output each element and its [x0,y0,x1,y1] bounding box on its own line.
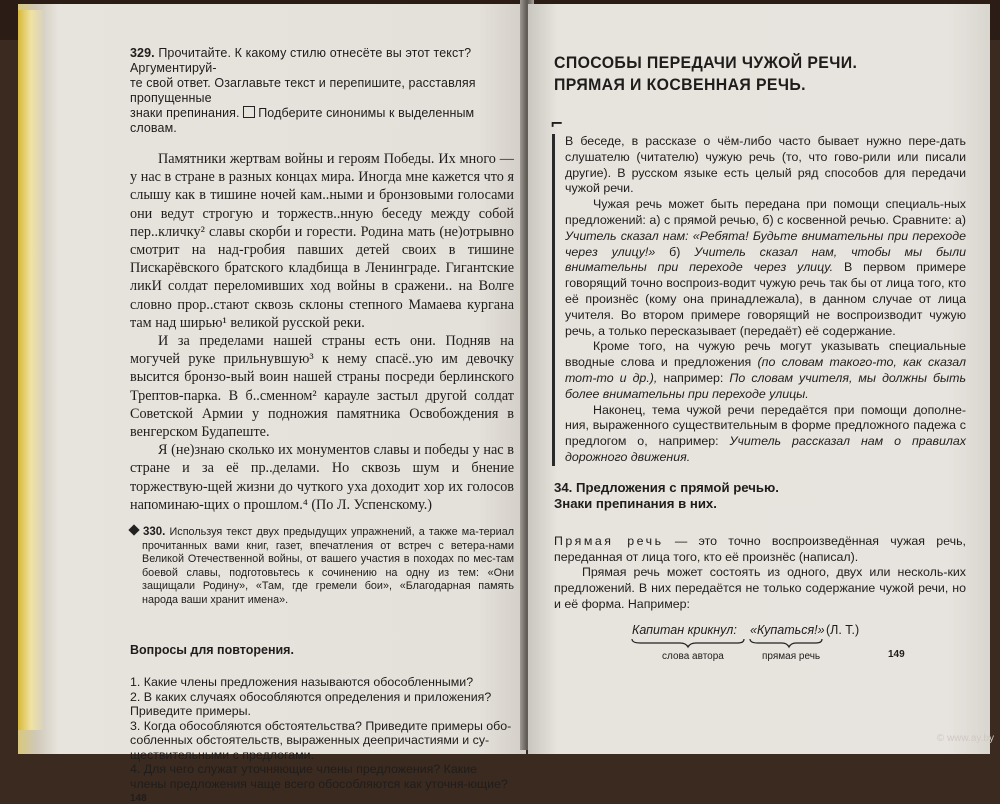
example-source: (Л. Т.) [826,622,860,637]
exercise-330: 330. Используя текст двух предыдущих упражнений, а также ма-териал прочитанных вами книг, газет, впечатления от встреч с ветера-нами Великой Отечественной войны, от вашего участия в походах по мес-там боевой славы, подготовьтесь к сочинению на одну из тем: «Они защищали Родину», «Там, где гремели бои», «Благодарная память народа ваши хранит имена». [130,526,514,607]
label-author-words: слова автора [662,650,724,662]
list-item: 3. Когда обособляются обстоятельства? Приведите примеры обо-собленных обстоятельств, выраженных деепричастиями и су-ществительными с предлогами. [130,718,512,762]
paragraph: Наконец, тема чужой речи передаётся при помощи дополне-ния, выраженного существительным в форме предложного падежа с предлогом о, например: Учитель рассказал нам о правилах дорожного движения. [565,402,966,464]
list-item: 1. Какие члены предложения называются обособленными? [130,675,474,690]
example-direct-speech: «Купаться!» [750,622,825,637]
left-page [18,4,526,804]
page-number-right: 149 [888,648,905,660]
watermark: © www.ay.by [936,733,994,744]
paragraph: Прямая речь может состоять из одного, двух или несколь-ких предложений. В них передаётся не только содержание чужой речи, но и её форма. Например: [554,565,966,611]
example-author-words: Капитан крикнул: [632,622,737,637]
exercise-329-instruction: 329. Прочитайте. К какому стилю отнесёте вы этот текст? Аргументируй- те свой ответ. Озаглавьте текст и перепишите, расставляя пропущенные знаки препинания. Подберите синонимы к выделенным словам. [130,46,476,135]
paragraph: В беседе, в рассказе о чём-либо часто бывает нужно пере-дать слушателю (читателю) чужую речь (то, что гово-рили или писали другие). В русском языке есть целый ряд способов для передачи чужой речи. [565,134,966,196]
bracket-arrow-icon: ⌐ [550,114,564,133]
exercise-329-number: 329. [130,46,155,60]
square-marker-icon [243,106,255,118]
page-edges [18,10,44,730]
review-questions [130,675,514,791]
exercise-329-text [130,150,514,514]
definition: Прямая речь — это точно воспроизведённая чужая речь, переданная от лица того, кто её произнёс (написал). [554,533,966,564]
paragraph: Памятники жертвам войны и героям Победы. Их много — у нас в стране в разных концах мира. Иногда мне кажется что я слышу как в тишине ночей кам..ными и бронзовыми голосами они ведут строгую и торжеств..нную беседу между собой пер..кличку² славы скорби и горести. Родина мать (не)отрывно смотрит на над-гробия павших детей своих в тишине Пискарёвского братского кладбища в Ленинграде. Гигантские ликИ солдат переломивших ход войны в сражени.. на Волге словно прор..стают сквозь склоны степного Мамаева кургана там над ширью¹ великой русской реки. [130,151,514,331]
page-number-left: 148 [130,793,147,804]
paragraph: Я (не)знаю сколько их монументов славы и победы у нас в стране и за её пр..делами. Но сквозь шум и бнение торжествую-щей жизни до чуткого уха доходит хор их голосов напоминаю-щих о прошлом.⁴ (По Л. Успенскому.) [130,442,514,513]
paragraph: Кроме того, на чужую речь могут указывать специальные вводные слова и предложения (по словам такого-то, как сказал тот-то и др.), например: По словам учителя, мы должны быть более внимательны при переходе улицы. [565,339,966,401]
example-scheme [554,623,966,663]
list-item: 4. Для чего служат уточняющие члены предложения? Какие члены предложения чаще всего обособляются как уточня-ющие? [130,762,508,791]
label-direct-speech: прямая речь [762,650,821,662]
exercise-330-number: 330. [143,526,166,539]
paragraph: И за пределами нашей страны есть они. Подняв на могучей руке прильнувшую³ к нему спасё..ую им девочку высится бронзо-вый воин нашей страны посреди берлинского Трептов-парка. В б..сменном² карауле застыл другой солдат Советской Армии у подножия памятника Освобождения в венгерском Будапеште. [130,333,514,441]
underbrace-icon [630,637,830,649]
list-item: 2. В каких случаях обособляются определения и приложения? Приведите примеры. [130,689,492,719]
review-title: Вопросы для повторения. [130,643,294,658]
paragraph: Чужая речь может быть передана при помощи специаль-ных предложений: а) с прямой речью, б) с косвенной речью. Сравните: а) Учитель сказал нам: «Ребята! Будьте внимательны при переходе через улицу!» б) Учитель сказал нам, чтобы мы были внимательны при переходе через улицу. В первом примере говорящий точно воспроиз-водит чужую речь так бы от лица того, кто её произнёс (кому она принадлежала), в данном случае от лица учителя. Во втором примере говорящий не воспроизводит чужую речь, а только пересказывает (передаёт) её содержание. [565,197,966,338]
section-34-title: 34. Предложения с прямой речью. Знаки препинания в них. [554,479,779,511]
diamond-icon [128,524,139,535]
right-page [528,4,990,754]
theory-block [550,114,966,466]
highlighted-theory [552,134,966,466]
section-34-text [554,534,966,613]
page-title: СПОСОБЫ ПЕРЕДАЧИ ЧУЖОЙ РЕЧИ. ПРЯМАЯ И КОСВЕННАЯ РЕЧЬ. [554,54,858,94]
